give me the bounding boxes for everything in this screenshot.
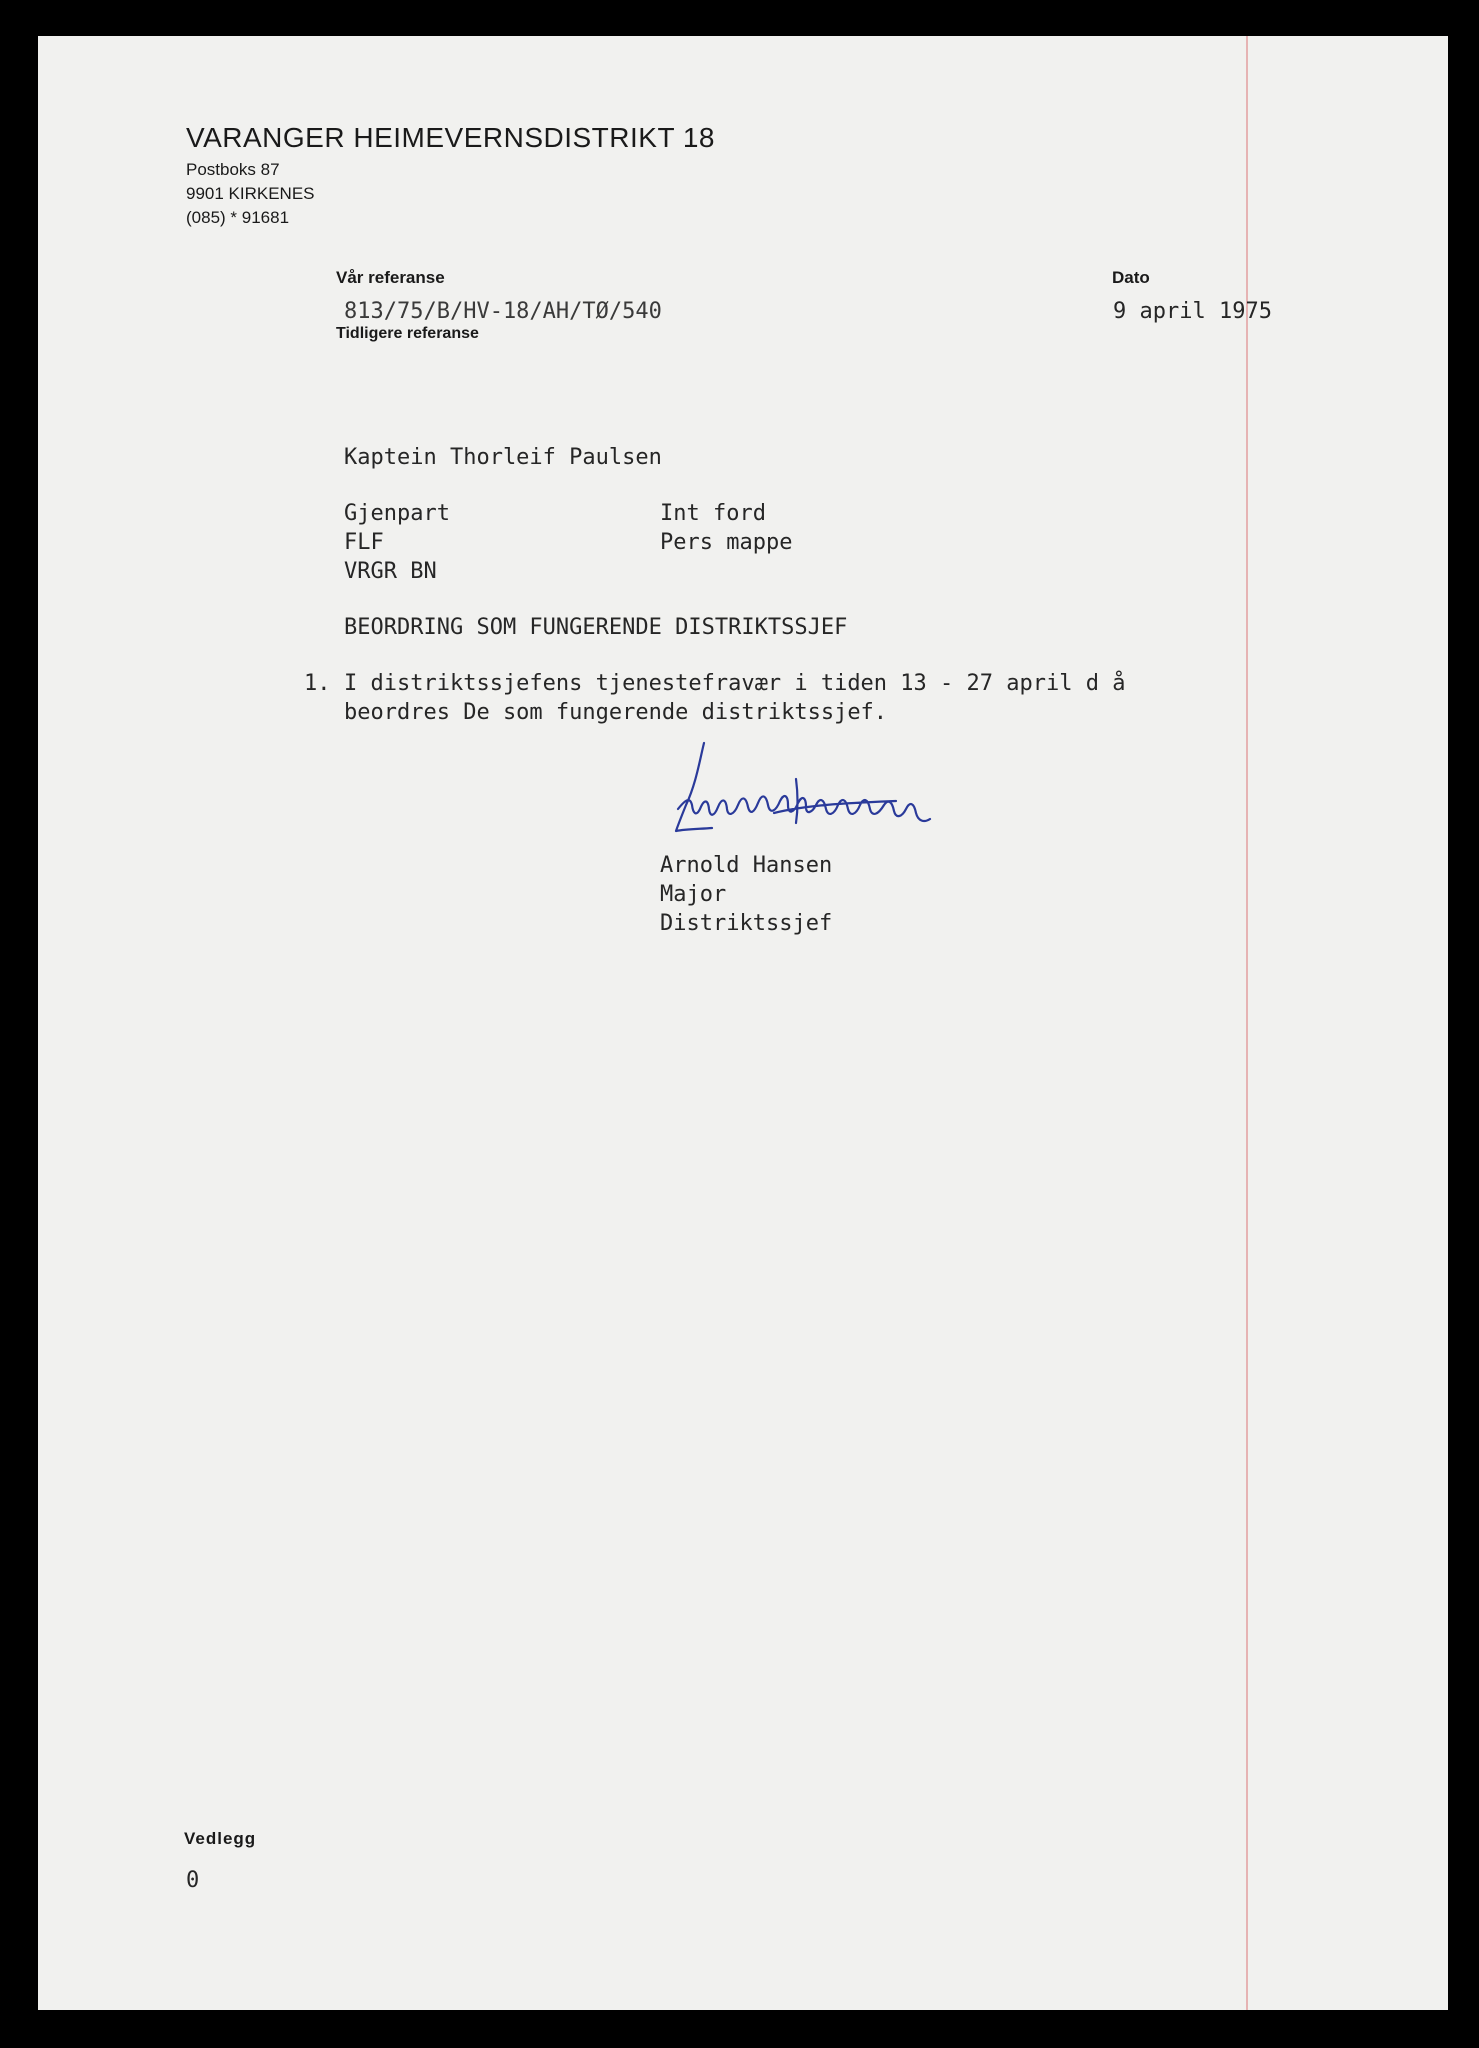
- handwritten-signature: [656, 739, 956, 849]
- letterhead-address-line1: Postboks 87: [186, 160, 280, 179]
- date-value: 9 april 1975: [1113, 299, 1272, 324]
- our-reference-label: Vår referanse: [336, 268, 445, 287]
- attachments-value: 0: [186, 1868, 200, 1893]
- body-line-1: I distriktssjefens tjenestefravær i tiden 13 - 27 april d å: [344, 671, 1126, 696]
- copies-item-int-ford: Int ford: [660, 501, 766, 526]
- body-line-2: beordres De som fungerende distriktssjef.: [344, 700, 888, 725]
- previous-reference-label: Tidligere referanse: [336, 325, 479, 342]
- signatory-rank: Major: [660, 882, 727, 907]
- date-label: Dato: [1112, 268, 1150, 287]
- signatory-name: Arnold Hansen: [660, 853, 833, 878]
- letterhead-title: VARANGER HEIMEVERNSDISTRIKT 18: [186, 122, 715, 153]
- margin-line: [1246, 36, 1248, 2010]
- attachments-label: Vedlegg: [184, 1829, 257, 1848]
- signatory-title: Distriktssjef: [660, 911, 833, 936]
- copies-item-vrgr-bn: VRGR BN: [344, 559, 437, 584]
- letter-page: [38, 36, 1448, 2010]
- copies-label: Gjenpart: [344, 501, 450, 526]
- body-item-number: 1.: [304, 671, 331, 696]
- copies-item-flf: FLF: [344, 530, 384, 555]
- letterhead-address-line2: 9901 KIRKENES: [186, 184, 315, 203]
- copies-item-pers-mappe: Pers mappe: [660, 530, 793, 555]
- subject-line: BEORDRING SOM FUNGERENDE DISTRIKTSSJEF: [344, 615, 848, 640]
- recipient-name: Kaptein Thorleif Paulsen: [344, 445, 662, 470]
- letterhead-phone: (085) * 91681: [186, 208, 290, 227]
- our-reference-value: 813/75/B/HV-18/AH/TØ/540: [344, 299, 662, 324]
